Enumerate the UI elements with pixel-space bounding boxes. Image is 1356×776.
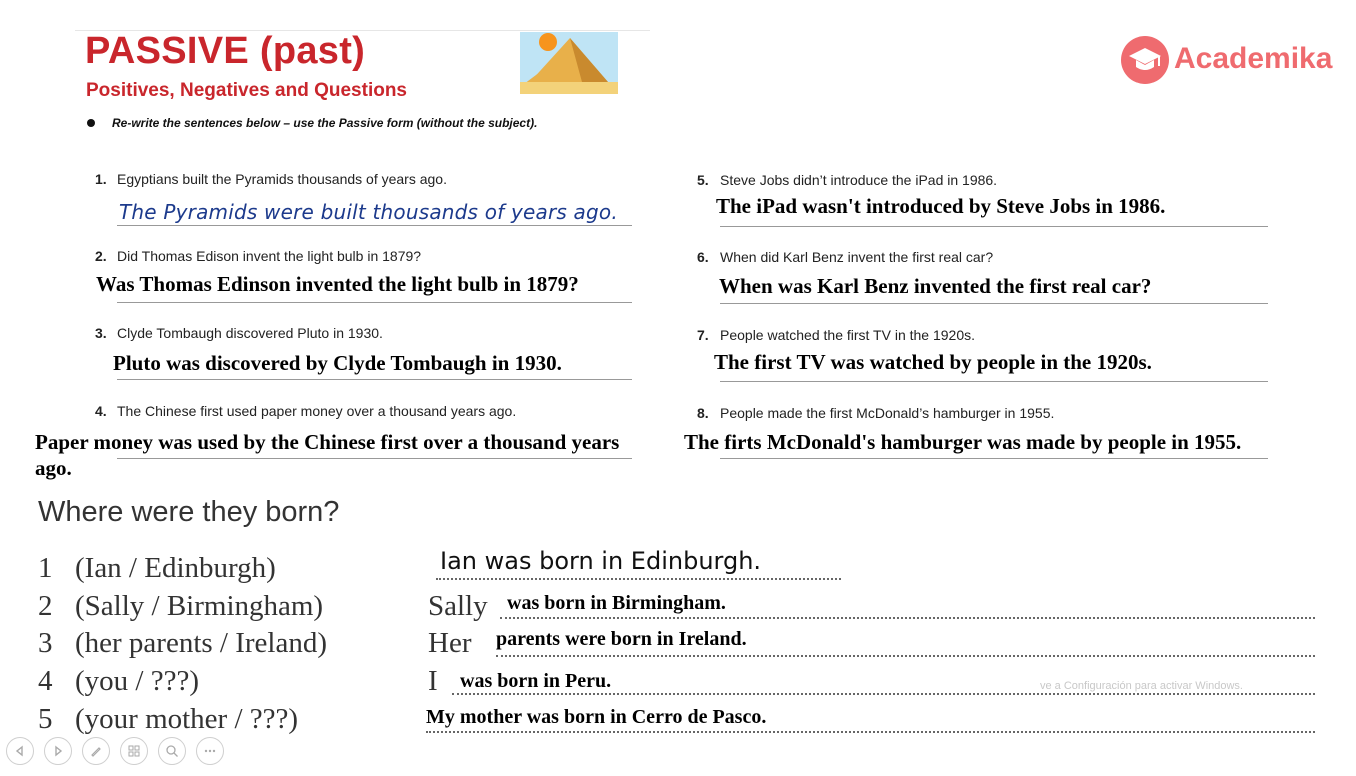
question-text: People made the first McDonald’s hamburger in 1955. [720,405,1055,421]
answer-handwritten: Ian was born in Edinburgh. [440,547,762,575]
academika-logo-icon [1121,36,1169,84]
question-text: Egyptians built the Pyramids thousands of years ago. [117,171,447,187]
answer-line [436,578,841,580]
question-number: 2. [95,248,107,264]
pyramid-illustration [520,32,618,94]
question-number: 1. [95,171,107,187]
answer-text: Pluto was discovered by Clyde Tombaugh in 1930. [113,351,562,375]
zoom-button[interactable] [158,737,186,765]
answer-text: Was Thomas Edinson invented the light bulb in 1879? [96,272,579,296]
section-heading: Where were they born? [38,496,340,528]
item-prompt: (Ian / Edinburgh) [75,552,276,584]
previous-button[interactable] [6,737,34,765]
answer-text: My mother was born in Cerro de Pasco. [426,706,767,728]
next-button[interactable] [44,737,72,765]
item-number: 2 [38,590,53,622]
question-text: Did Thomas Edison invent the light bulb in 1879? [117,248,422,264]
academika-logo-text: Academika [1174,42,1333,75]
answer-line [117,302,632,303]
item-number: 5 [38,703,53,735]
instruction-bullet [87,119,95,127]
item-prefix: I [428,665,438,697]
answer-handwritten: The Pyramids were built thousands of years ago. [119,200,618,224]
answer-line [452,693,1315,695]
item-prompt: (your mother / ???) [75,703,299,735]
answer-line [426,731,1315,733]
answer-line [720,303,1268,304]
question-number: 7. [697,327,709,343]
worksheet-subtitle: Positives, Negatives and Questions [86,80,407,101]
answer-text: parents were born in Ireland. [496,628,747,650]
question-number: 5. [697,172,709,188]
answer-text: When was Karl Benz invented the first real car? [719,274,1152,298]
pen-icon [89,744,103,758]
worksheet-title: PASSIVE (past) [85,30,366,72]
item-number: 1 [38,552,53,584]
question-number: 6. [697,249,709,265]
activation-watermark: ve a Configuración para activar Windows. [1040,680,1243,692]
question-text: Clyde Tombaugh discovered Pluto in 1930. [117,325,383,341]
answer-line [496,655,1315,657]
item-prompt: (her parents / Ireland) [75,627,328,659]
answer-line [720,381,1268,382]
question-text: When did Karl Benz invent the first real car? [720,249,994,265]
question-number: 3. [95,325,107,341]
answer-text: The first TV was watched by people in the 1920s. [714,350,1152,374]
item-number: 3 [38,627,53,659]
answer-line [720,226,1268,227]
item-prefix: Her [428,627,472,659]
answer-line [720,458,1268,459]
answer-line [117,225,632,226]
question-text: Steve Jobs didn’t introduce the iPad in 1986. [720,172,998,188]
item-prompt: (you / ???) [75,665,199,697]
answer-text: was born in Birmingham. [507,592,726,614]
previous-icon [14,745,26,757]
question-number: 8. [697,405,709,421]
answer-text: The firts McDonald's hamburger was made by people in 1955. [684,430,1242,454]
instruction-text: Re-write the sentences below – use the Passive form (without the subject). [112,116,538,130]
answer-text: Paper money was used by the Chinese first over a thousand years ago. [35,430,620,480]
item-prefix: Sally [428,590,488,622]
more-button[interactable] [196,737,224,765]
slides-button[interactable] [120,737,148,765]
answer-text: was born in Peru. [460,670,612,692]
item-number: 4 [38,665,53,697]
zoom-icon [165,744,179,758]
question-text: People watched the first TV in the 1920s. [720,327,976,343]
pen-button[interactable] [82,737,110,765]
more-icon [203,744,217,758]
item-prompt: (Sally / Birmingham) [75,590,324,622]
next-icon [52,745,64,757]
question-text: The Chinese first used paper money over a thousand years ago. [117,403,517,419]
question-number: 4. [95,403,107,419]
answer-text: The iPad wasn't introduced by Steve Jobs in 1986. [716,194,1166,218]
answer-line [117,379,632,380]
answer-line [500,617,1315,619]
slides-icon [127,744,141,758]
